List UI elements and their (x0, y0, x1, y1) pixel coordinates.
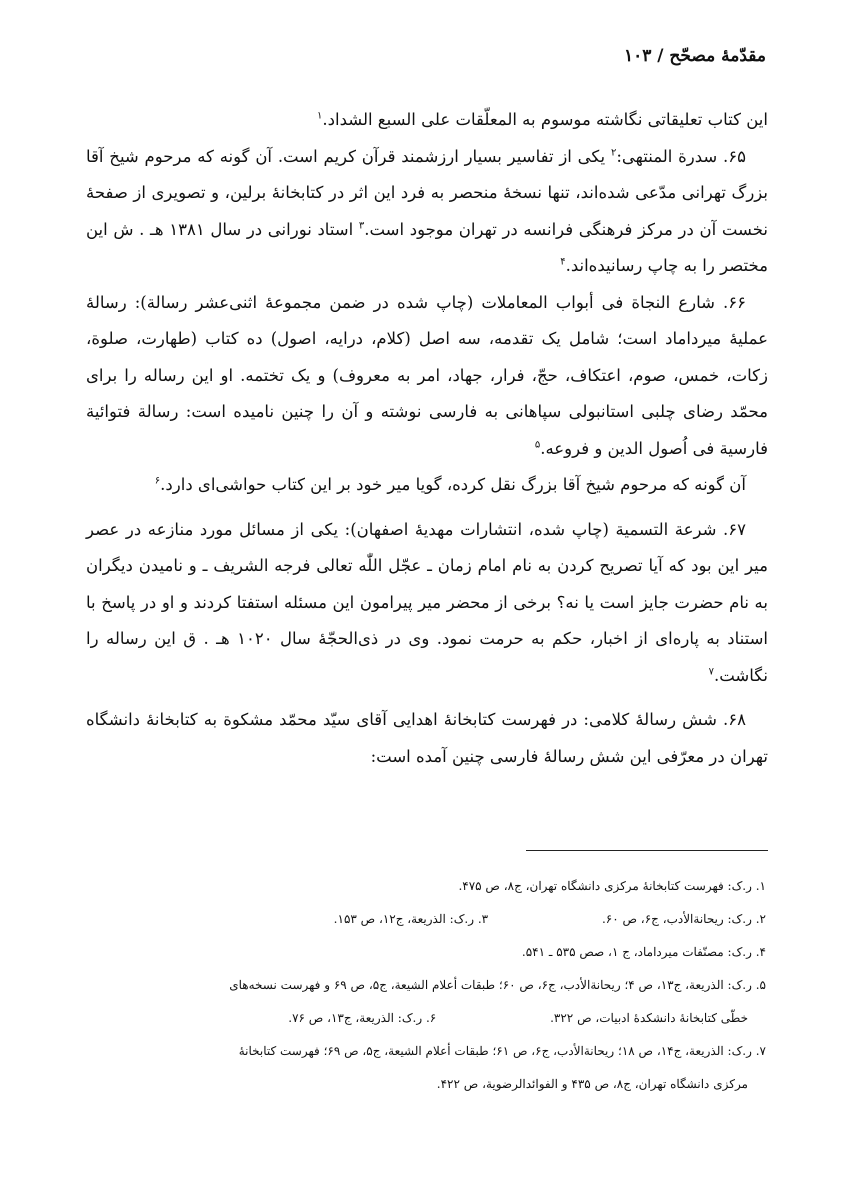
footnote-divider (526, 850, 768, 851)
paragraph-67: ۶۷. شرعة التسمیة (چاپ شده، انتشارات مهدیهٔ اصفهان): یکی از مسائل مورد منازعه در عصر میر این بود که آیا تصریح کردن به نام امام زمان ـ عجّل اللّٰه تعالی فرجه الشریف ـ و نامیدن دیگران به نام حضرت جایز است یا نه؟ برخی از محضر میر پیرامون این مسئله استفتا کردند و او در پاسخ با استناد به پاره‌ای از اخبار، حکم به حرمت نمود. وی در ذی‌الحجّهٔ سال ۱۰۲۰ هـ . ق این رساله را نگاشت.$^۷$ (86, 519, 768, 685)
main-text (86, 102, 768, 775)
footnote-row-5-6 (80, 1002, 766, 1035)
paragraph-66-note: آن گونه که مرحوم شیخ آقا بزرگ نقل کرده، گویا میر خود بر این کتاب حواشی‌ای دارد.$^۶$ (154, 475, 746, 494)
footnote-7: ۷. ر.ک: الذریعة، ج۱۴، ص ۱۸؛ ریحانة‌الأدب، ج۶، ص ۶۱؛ طبقات أعلام الشیعة، ج۵، ص ۶۹؛ فهرست کتابخانهٔ (238, 1044, 766, 1058)
footnote-5-cont: خطّی کتابخانهٔ دانشکدهٔ ادبیات، ص ۳۲۲. (550, 1011, 748, 1025)
footnotes (80, 870, 766, 1101)
footnote-3: ۳. ر.ک: الذریعة، ج۱۲، ص ۱۵۳. (333, 912, 489, 926)
footnote-ref[interactable]: ۷ (708, 666, 714, 677)
footnote-ref[interactable]: ۵ (534, 439, 541, 450)
footnote-1: ۱. ر.ک: فهرست کتابخانهٔ مرکزی دانشگاه تهران، ج۸، ص ۴۷۵. (458, 879, 766, 893)
running-header: مقدّمهٔ مصحّح / ۱۰۳ (623, 46, 766, 66)
paragraph-66: ۶۶. شارع النجاة فی أبواب المعاملات (چاپ شده در ضمن مجموعهٔ اثنی‌عشر رسالة): رسالهٔ عملیهٔ میرداماد است؛ شامل یک تقدمه، سه اصل (کلام، درایه، اصول) ده کتاب (طهارت، صلوة، زکات، خمس، صوم، اعتکاف، حجّ، فرار، جهاد، امر به معروف) و یک تختمه. او این رساله را برای محمّد رضای چلبی استانبولی سپاهانی به فارسی نوشته و آن را چنین نامیده است: رسالة فتوائیة فارسیة فی اُصول الدین و فروعه.$^۵$ (86, 292, 768, 458)
paragraph-intro: این کتاب تعلیقاتی نگاشته موسوم به المعلّقات علی السبع الشداد.$^۱$ (317, 110, 768, 129)
footnote-5: ۵. ر.ک: الذریعة، ج۱۳، ص ۴؛ ریحانة‌الأدب، ج۶، ص ۶۰؛ طبقات أعلام الشیعة، ج۵، ص ۶۹ و فهرست نسخه‌های (229, 978, 766, 992)
footnote-ref[interactable]: ۱ (317, 110, 323, 122)
paragraph-68: ۶۸. شش رسالهٔ کلامی: در فهرست کتابخانهٔ اهدایی آقای سیّد محمّد مشکوة به کتابخانهٔ دانشگاه تهران در معرّفی این شش رسالهٔ فارسی چنین آمده است: (86, 710, 768, 766)
footnote-row-2-3 (80, 903, 766, 936)
footnote-4: ۴. ر.ک: مصنّفات میرداماد، ج ۱، صص ۵۳۵ ـ ۵۴۱. (521, 945, 766, 959)
footnote-ref[interactable]: ۳ (358, 220, 365, 231)
footnote-2: ۲. ر.ک: ریحانة‌الأدب، ج۶، ص ۶۰. (601, 912, 766, 926)
footnote-6: ۶. ر.ک: الذریعة، ج۱۳، ص ۷۶. (288, 1011, 437, 1025)
paragraph-65: ۶۵. سدرة المنتهی:$^۲$ یکی از تفاسیر بسیار ارزشمند قرآن کریم است. آن گونه که مرحوم شیخ آقا بزرگ تهرانی مدّعی شده‌اند، تنها نسخهٔ منحصر به فرد این اثر در کتابخانهٔ برلین، و تصویری از صفحهٔ نخست آن در مرکز فرهنگی فرانسه در تهران موجود است.$^۳$ استاد نورانی در سال ۱۳۸۱ هـ . ش این مختصر را به چاپ رسانیده‌اند.$^۴$ (86, 146, 768, 275)
footnote-7-cont: مرکزی دانشگاه تهران، ج۸، ص ۴۳۵ و الفوائدالرضویة، ص ۴۲۲. (436, 1077, 748, 1091)
footnote-ref[interactable]: ۶ (154, 475, 161, 487)
footnote-ref[interactable]: ۲ (610, 147, 617, 158)
footnote-ref[interactable]: ۴ (560, 256, 566, 268)
